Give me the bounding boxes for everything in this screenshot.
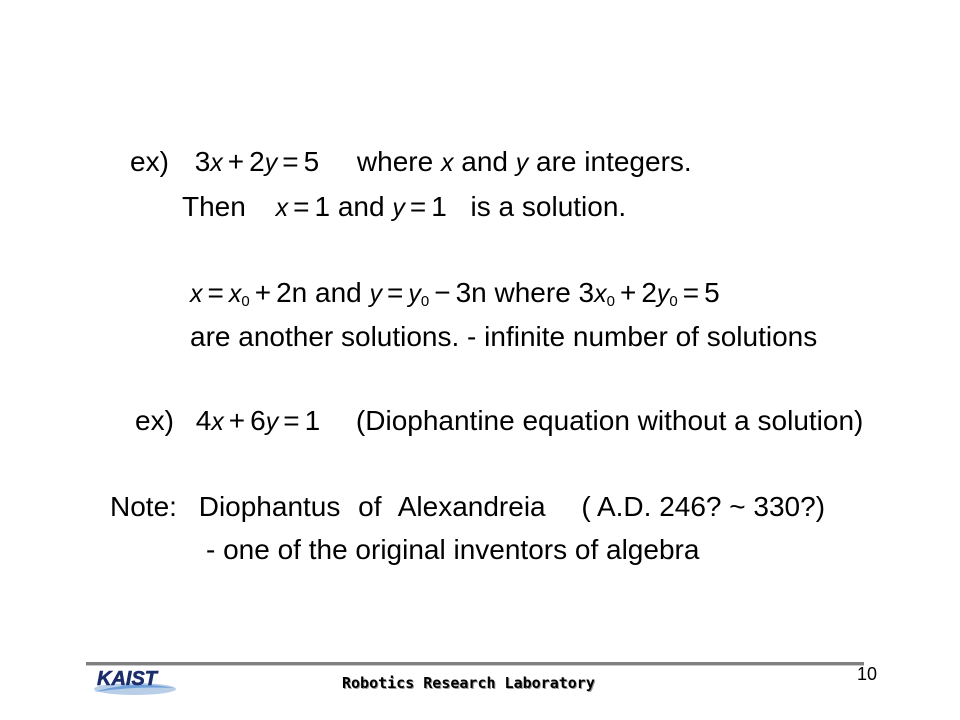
example-prefix: ex) [135,405,174,436]
example-2-equation: ex) 4x + 6y = 1 (Diophantine equation without a solution) [135,405,864,436]
then-solution-line: Then x = 1 and y = 1 is a solution. [182,191,627,222]
example-1-equation: ex) 3x + 2y = 5 where x and y are integers. [130,146,692,177]
lab-name: Robotics Research Laboratory [342,674,595,692]
general-solution-equation: $x = x_0 + 2n$ and $y = y_0 - 3n$ where $3x_0 + 2y_0 = 5$ [190,277,720,310]
page-number: 10 [857,664,878,684]
example-prefix: ex) [130,146,169,177]
kaist-logo-text: KAIST [97,668,157,690]
note-subtext: - one of the original inventors of algebra [206,534,700,565]
note-line: Note: Diophantus of Alexandreia ( A.D. 246? ~ 330?) [110,491,826,522]
kaist-logo [88,664,178,698]
another-solutions-text: are another solutions. - infinite number of solutions [190,321,818,352]
footer-rule-shadow [86,665,864,666]
